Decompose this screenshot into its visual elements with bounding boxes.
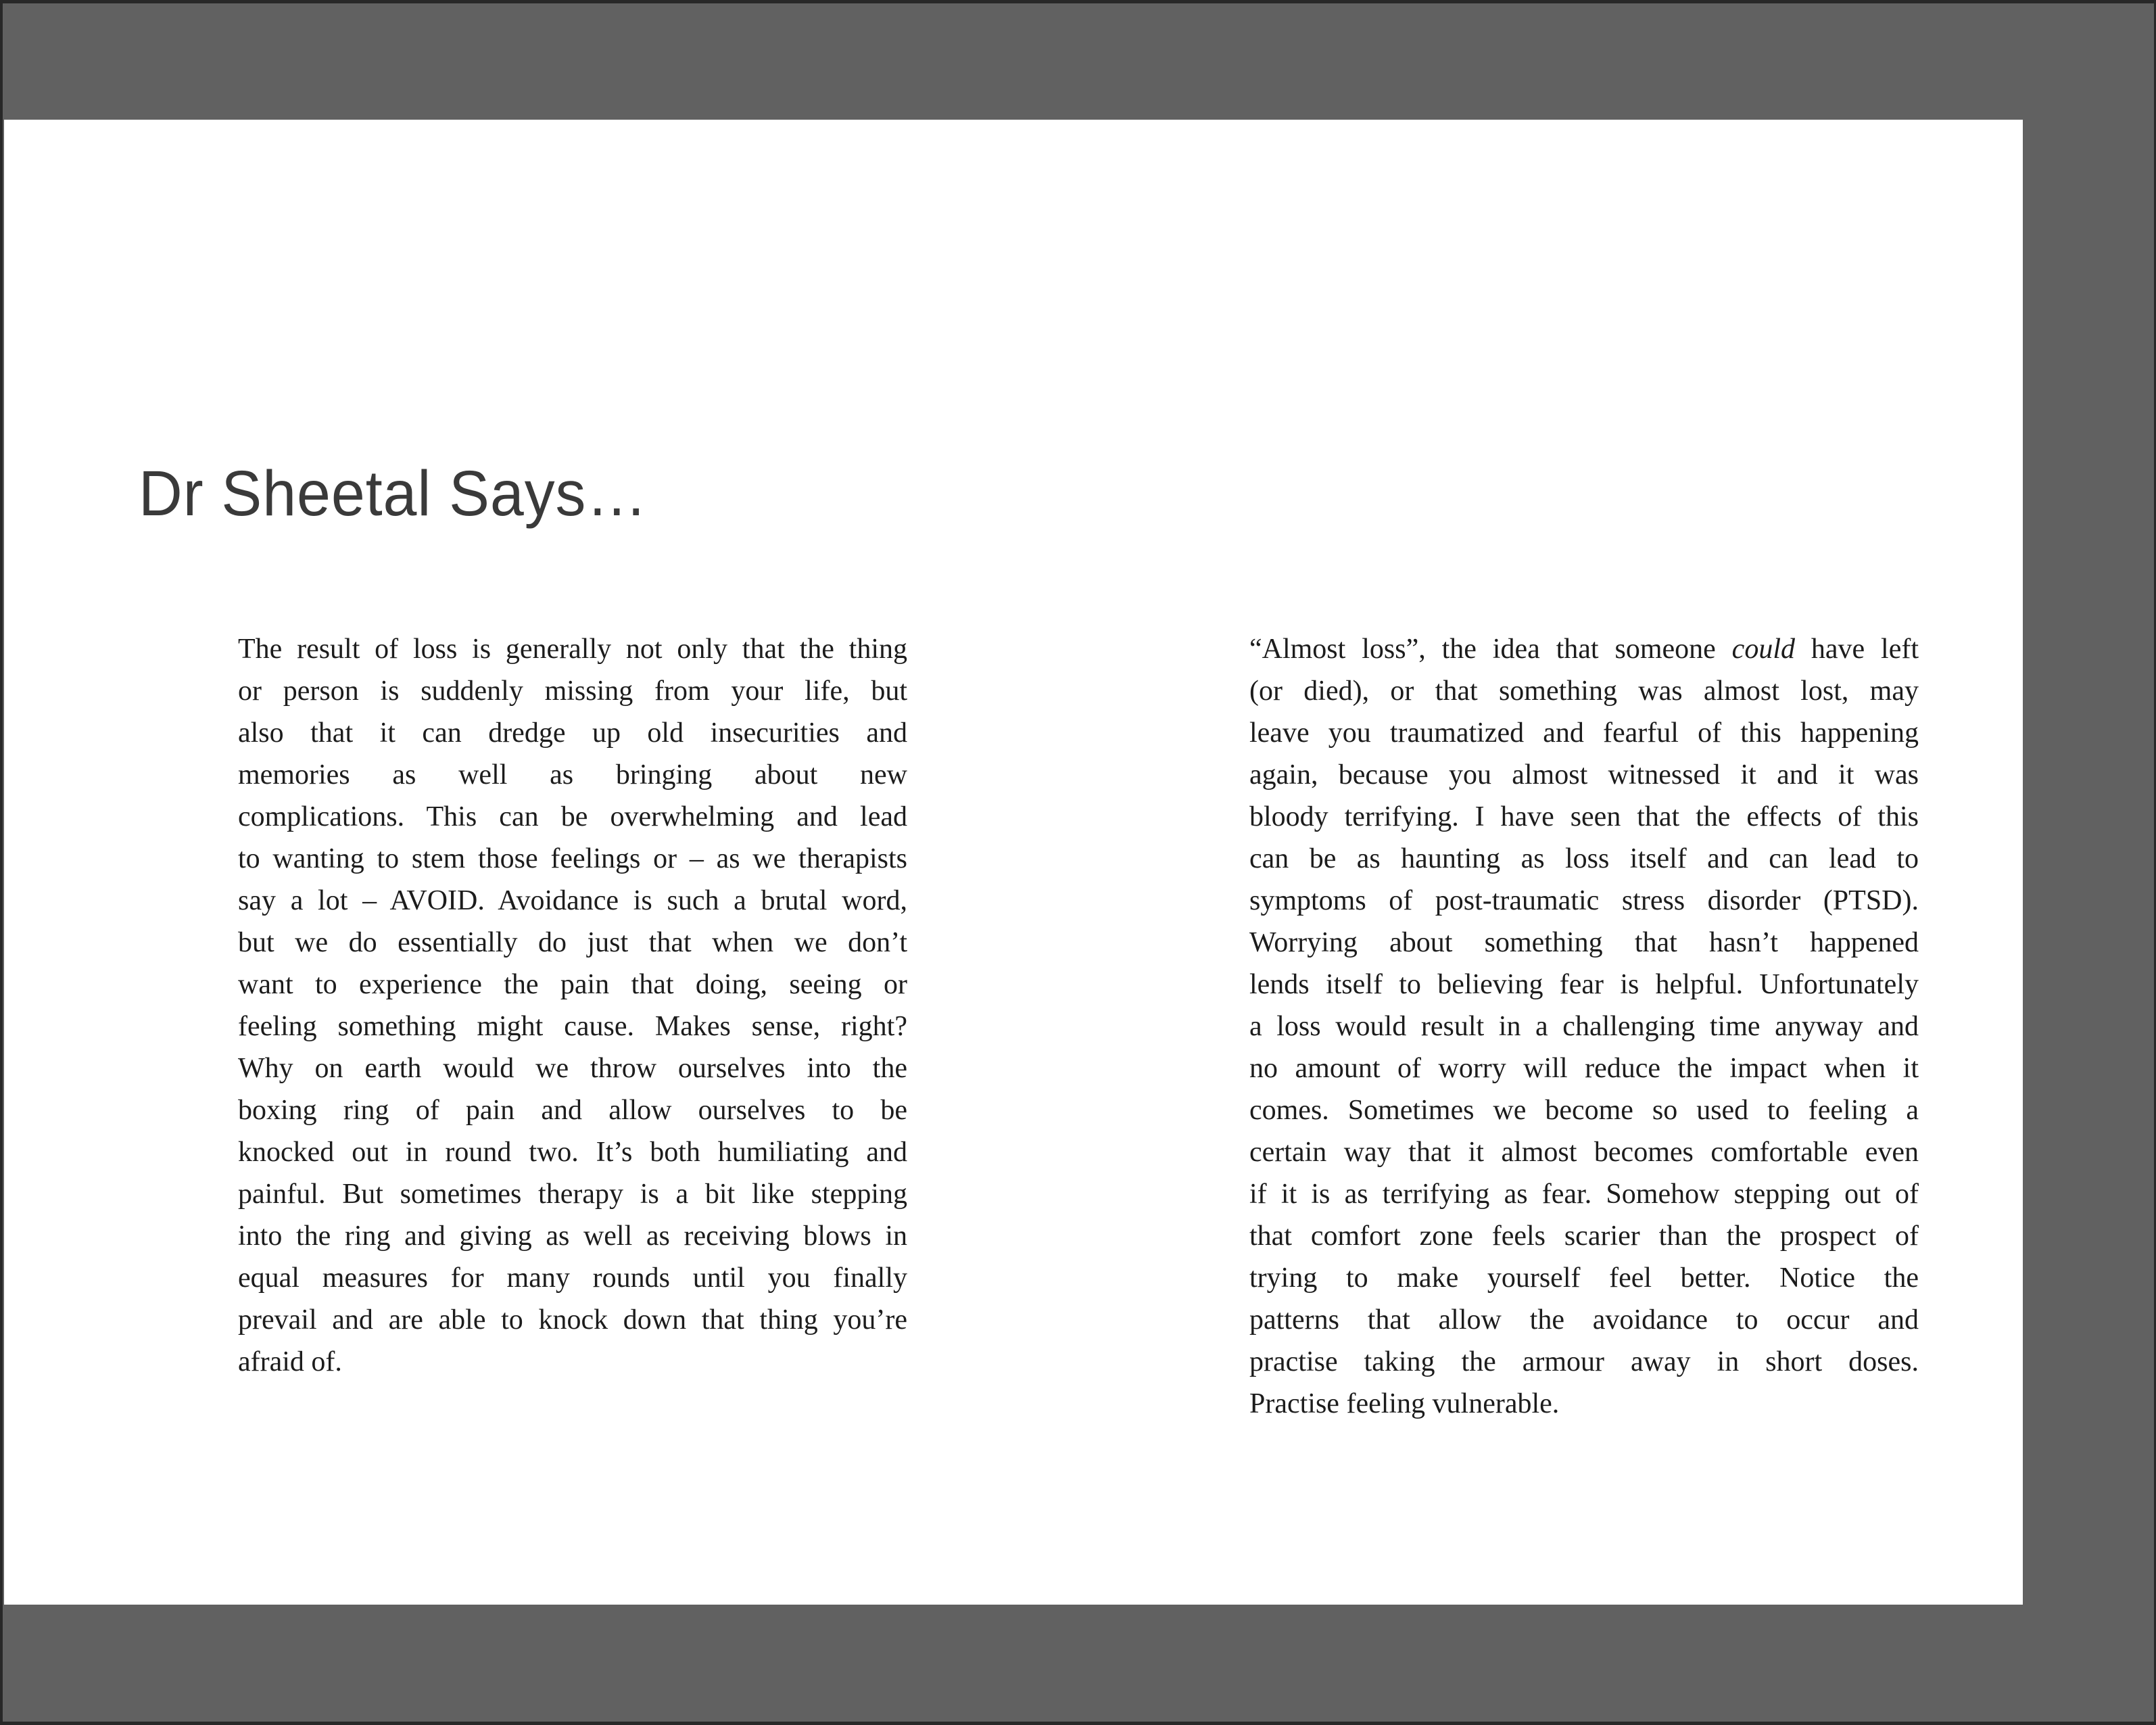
- text-line: no amount of worry will reduce the impact when it: [1249, 1053, 1919, 1084]
- text-line: leave you traumatized and fearful of this happening: [1249, 717, 1919, 749]
- text-line-last: afraid of.: [238, 1346, 342, 1377]
- text-line: comes. Sometimes we become so used to feeling a: [1249, 1095, 1919, 1126]
- text-segment: have left: [1794, 634, 1919, 665]
- text-segment: “Almost loss”, the idea that someone: [1249, 634, 1732, 665]
- window-edge-left: [0, 0, 3, 1725]
- text-line: that comfort zone feels scarier than the prospect of: [1249, 1221, 1919, 1252]
- page-title: Dr Sheetal Says…: [139, 458, 648, 529]
- text-line: lends itself to believing fear is helpful. Unfortunately: [1249, 969, 1919, 1000]
- book-page: [4, 120, 2023, 1605]
- text-line: (or died), or that something was almost lost, may: [1249, 676, 1919, 707]
- text-line: complications. This can be overwhelming and lead: [238, 801, 907, 832]
- text-line: if it is as terrifying as fear. Somehow stepping out of: [1249, 1179, 1919, 1210]
- text-line: want to experience the pain that doing, seeing or: [238, 969, 907, 1000]
- text-line: patterns that allow the avoidance to occur and: [1249, 1304, 1919, 1336]
- text-line: boxing ring of pain and allow ourselves to be: [238, 1095, 907, 1126]
- text-line: into the ring and giving as well as receiving blows in: [238, 1221, 907, 1252]
- text-line: a loss would result in a challenging time anyway and: [1249, 1011, 1919, 1042]
- text-line: prevail and are able to knock down that thing you’re: [238, 1304, 907, 1336]
- text-line: can be as haunting as loss itself and can lead to: [1249, 843, 1919, 874]
- text-line: knocked out in round two. It’s both humiliating and: [238, 1137, 907, 1168]
- text-line: to wanting to stem those feelings or – as we therapists: [238, 843, 907, 874]
- text-line: practise taking the armour away in short doses.: [1249, 1346, 1919, 1377]
- text-line: but we do essentially do just that when we don’t: [238, 927, 907, 958]
- text-line: trying to make yourself feel better. Notice the: [1249, 1262, 1919, 1294]
- text-line-last: Practise feeling vulnerable.: [1249, 1388, 1560, 1419]
- text-line: bloody terrifying. I have seen that the effects of this: [1249, 801, 1919, 832]
- text-line: painful. But sometimes therapy is a bit like stepping: [238, 1179, 907, 1210]
- text-line: certain way that it almost becomes comfortable even: [1249, 1137, 1919, 1168]
- text-line: memories as well as bringing about new: [238, 759, 907, 790]
- text-line: Worrying about something that hasn’t happened: [1249, 927, 1919, 958]
- text-line: or person is suddenly missing from your life, but: [238, 676, 907, 707]
- window-edge-bottom: [0, 1722, 2156, 1725]
- left-text-column: [238, 628, 907, 1383]
- italic-word: could: [1731, 634, 1795, 665]
- text-line: equal measures for many rounds until you finally: [238, 1262, 907, 1294]
- text-line: again, because you almost witnessed it and it was: [1249, 759, 1919, 790]
- right-text-column: [1249, 628, 1919, 1425]
- text-line: The result of loss is generally not only that the thing: [238, 634, 907, 665]
- text-line: say a lot – AVOID. Avoidance is such a brutal word,: [238, 885, 907, 916]
- text-line: symptoms of post-traumatic stress disorder (PTSD).: [1249, 885, 1919, 916]
- window-edge-top: [0, 0, 2156, 3]
- text-line: also that it can dredge up old insecurities and: [238, 717, 907, 749]
- text-line: Why on earth would we throw ourselves into the: [238, 1053, 907, 1084]
- text-line: feeling something might cause. Makes sense, right?: [238, 1011, 907, 1042]
- text-line: [1249, 628, 1919, 670]
